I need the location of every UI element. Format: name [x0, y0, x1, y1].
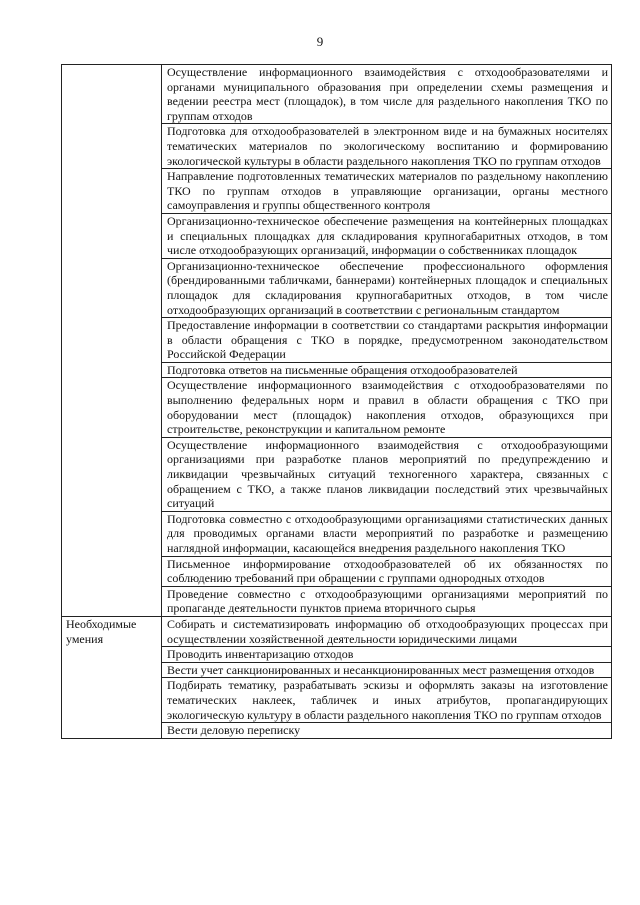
table-cell-description: Осуществление информационного взаимодействия с отходообразователями и органами муниципального образования при определении схемы размещения и ведении реестра мест (площадок), в том числе для раздельного накопления ТКО по группам отходов: [162, 65, 612, 124]
table-row: [62, 616, 612, 646]
table-cell-description: Предоставление информации в соответствии со стандартами раскрытия информации в области обращения с ТКО в порядке, предусмотренном законодательством Российской Федерации: [162, 318, 612, 363]
table-cell-description: Осуществление информационного взаимодействия с отходообразующими организациями при разработке планов мероприятий по предупреждению и ликвидации чрезвычайных ситуаций техногенного характера, связанных с обращением с ТКО, а также планов ликвидации последствий этих чрезвычайных ситуаций: [162, 437, 612, 511]
table-cell-description: Собирать и систематизировать информацию об отходообразующих процессах при осуществлении хозяйственной деятельности юридическими лицами: [162, 616, 612, 646]
table-cell-description: Проведение совместно с отходообразующими организациями мероприятий по пропаганде деятельности пунктов приема вторичного сырья: [162, 586, 612, 616]
table-cell-description: Подготовка совместно с отходообразующими организациями статистических данных для проводимых органами власти мероприятий по разработке и размещению наглядной информации, касающейся внедрения раздельного накопления ТКО: [162, 511, 612, 556]
table-row: [62, 65, 612, 124]
table-cell-description: Организационно-техническое обеспечение профессионального оформления (брендированными табличками, баннерами) контейнерных площадок и специальных площадок для складирования крупногабаритных отходов, в том числе отходообразующих организаций в соответствии с региональным стандартом: [162, 258, 612, 317]
table-cell-description: Подготовка для отходообразователей в электронном виде и на бумажных носителях тематических материалов по экологическому воспитанию и формированию экологической культуры в области раздельного накопления ТКО по группам отходов: [162, 124, 612, 169]
table-cell-description: Подбирать тематику, разрабатывать эскизы и оформлять заказы на изготовление тематических наклеек, табличек и иных атрибутов, пропагандирующих экологическую культуру в области раздельного накопления ТКО по группам отходов: [162, 678, 612, 723]
table-cell-description: Письменное информирование отходообразователей об их обязанностях по соблюдению требований при обращении с группами однородных отходов: [162, 556, 612, 586]
row-label-required-skills: Необходимые умения: [62, 616, 162, 738]
page-number: 9: [316, 34, 324, 49]
table-cell-description: Вести учет санкционированных и несанкционированных мест размещения отходов: [162, 662, 612, 678]
row-label-labor-actions: [62, 65, 162, 617]
table-cell-description: Направление подготовленных тематических материалов по раздельному накоплению ТКО по группам отходов в управляющие организации, органы местного самоуправления и группы общественного контроля: [162, 169, 612, 214]
requirements-table: [61, 64, 612, 739]
table-cell-description: Вести деловую переписку: [162, 723, 612, 739]
table-cell-description: Подготовка ответов на письменные обращения отходообразователей: [162, 362, 612, 378]
table-cell-description: Осуществление информационного взаимодействия с отходообразователями по выполнению федеральных норм и правил в области обращения с ТКО при оборудовании мест (площадок) накопления отходов, образующихся при строительстве, реконструкции и капитальном ремонте: [162, 378, 612, 437]
table-cell-description: Проводить инвентаризацию отходов: [162, 647, 612, 663]
table-cell-description: Организационно-техническое обеспечение размещения на контейнерных площадках и специальных площадках для складирования крупногабаритных отходов, в том числе отходообразующих организаций, информации о собственниках площадок: [162, 213, 612, 258]
